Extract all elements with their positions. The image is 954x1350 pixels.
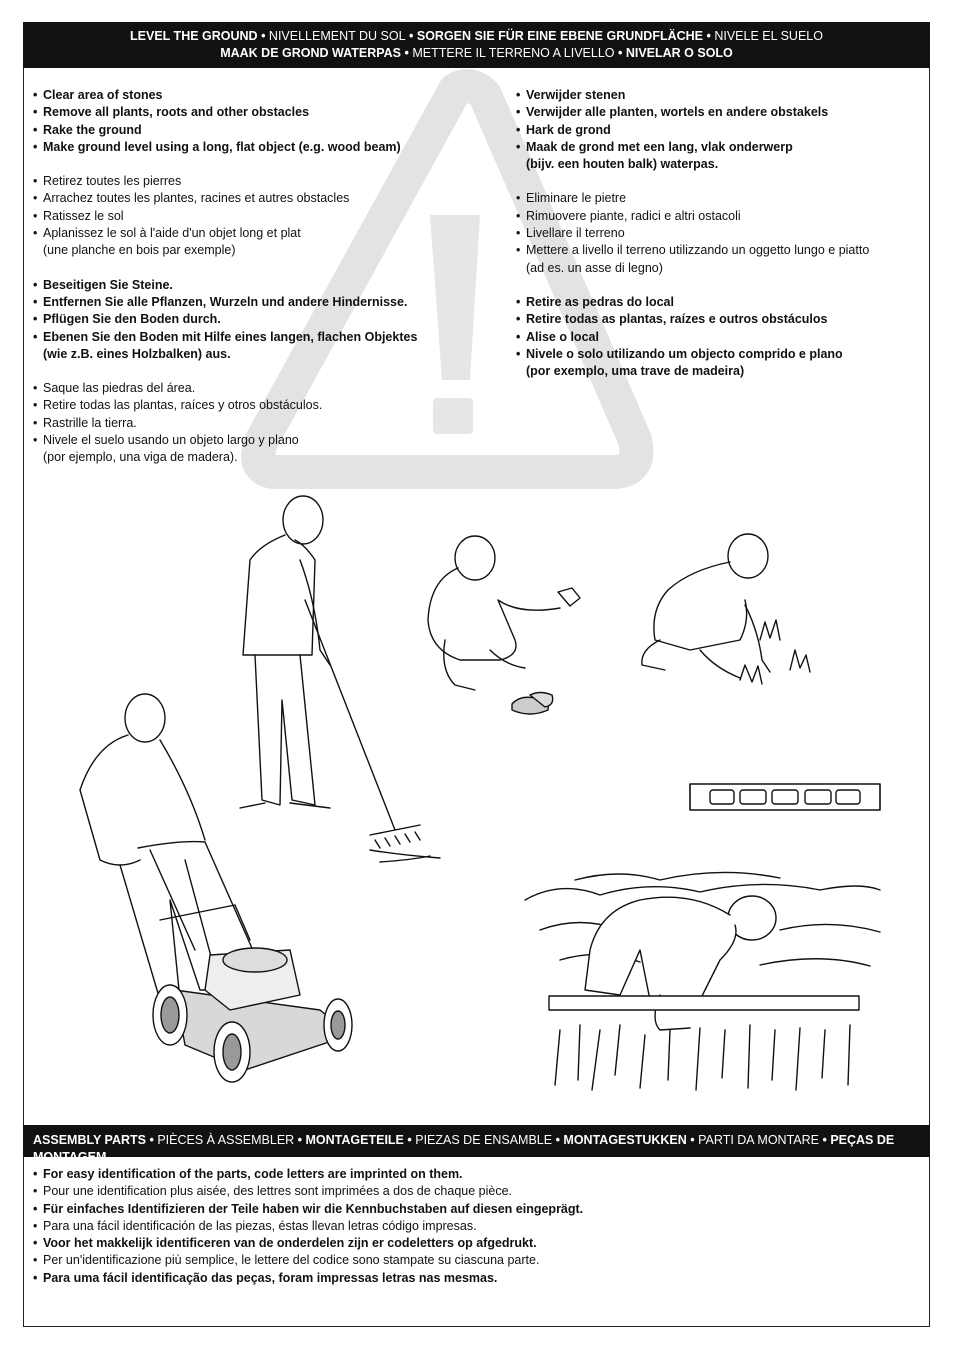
list-item-text: Ebenen Sie den Boden mit Hilfe eines langen, flachen Objektes — [43, 329, 418, 344]
assembly-parts-list — [33, 1166, 913, 1304]
man-with-lawnmower-icon — [80, 694, 352, 1082]
header-segment: MONTAGESTUKKEN — [563, 1133, 687, 1147]
header-segment: SORGEN SIE FÜR EINE EBENE GRUNDFLÄCHE — [416, 29, 704, 43]
list-item-text: Retire todas las plantas, raíces y otros obstáculos. — [43, 398, 323, 413]
list-item-text: Rastrille la tierra. — [43, 415, 137, 430]
header-segment: ASSEMBLY PARTS — [33, 1133, 146, 1147]
header-segment: • — [686, 1133, 699, 1147]
list-item: • Para una fácil identificación de las piezas, éstas llevan letras código impresas. — [33, 1218, 913, 1235]
list-item-text: Alise o local — [526, 329, 599, 344]
assembly-items — [33, 1166, 913, 1287]
header-segment: • — [552, 1133, 564, 1147]
list-item-text: Make ground level using a long, flat object (e.g. wood beam) — [43, 139, 401, 154]
header-segment: • — [401, 46, 413, 60]
list-item-text: Ratissez le sol — [43, 208, 124, 223]
list-item-text: Saque las piedras del área. — [43, 381, 196, 396]
header-segment: • — [294, 1133, 306, 1147]
header-segment: • — [819, 1133, 831, 1147]
assembly-parts-header — [23, 1125, 930, 1164]
list-item-text: Maak de grond met een lang, vlak onderwerp — [526, 139, 793, 154]
list-item-text: Retire as pedras do local — [526, 294, 674, 309]
header-segment: • — [614, 46, 626, 60]
list-item: • Per un'identificazione più semplice, le lettere del codice sono stampate su ciascuna parte. — [33, 1252, 913, 1269]
list-item-text: Retirez toutes les pierres — [43, 174, 182, 189]
list-item: • Voor het makkelijk identificeren van de onderdelen zijn er codeletters op afgedrukt. — [33, 1235, 913, 1252]
header-segment: NIVELLEMENT DU SOL — [268, 29, 406, 43]
header-segment: METTERE IL TERRENO A LIVELLO — [412, 46, 615, 60]
list-item-text: (ad es. un asse di legno) — [526, 260, 663, 275]
header-segment: MONTAGETEILE — [305, 1133, 404, 1147]
list-item: • Pour une identification plus aisée, des lettres sont imprimées a dos de chaque pièce. — [33, 1183, 913, 1200]
list-item-text: (por exemplo, uma trave de madeira) — [526, 364, 745, 379]
header-segment: • — [257, 29, 269, 43]
header-segment: • — [146, 1133, 158, 1147]
list-item-text: (une planche en bois par exemple) — [43, 243, 236, 258]
list-item-text: Arrachez toutes les plantes, racines et autres obstacles — [43, 191, 350, 206]
list-item-text: Eliminare le pietre — [526, 191, 627, 206]
list-item-text: Mettere a livello il terreno utilizzando un oggetto lungo e piatto — [526, 243, 870, 258]
header-segment: NIVELAR O SOLO — [625, 46, 733, 60]
header-segment: MAAK DE GROND WATERPAS — [220, 46, 402, 60]
header-segment: • — [703, 29, 715, 43]
header-segment: • — [405, 29, 417, 43]
header-segment: NIVELE EL SUELO — [714, 29, 823, 43]
header-segment: LEVEL THE GROUND — [130, 29, 258, 43]
list-item: • Para uma fácil identificação das peças, foram impressas letras nas mesmas. — [33, 1270, 913, 1287]
header-segment: PEÇAS DE MONTAGEM — [33, 1133, 895, 1164]
header-segment: PARTI DA MONTARE — [698, 1133, 819, 1147]
list-item: • For easy identification of the parts, code letters are imprinted on them. — [33, 1166, 913, 1183]
header-segment: • — [403, 1133, 416, 1147]
list-item-text: Entfernen Sie alle Pflanzen, Wurzeln und andere Hindernisse. — [43, 294, 408, 309]
list-item-text: Remove all plants, roots and other obstacles — [43, 105, 310, 120]
list-item-text: Beseitigen Sie Steine. — [43, 277, 173, 292]
list-item-text: Livellare il terreno — [526, 226, 625, 241]
header-segment: PIÈCES À ASSEMBLER — [157, 1133, 295, 1147]
header-segment: PIEZAS DE ENSAMBLE — [415, 1133, 553, 1147]
list-item-text: Retire todas as plantas, raízes e outros obstáculos — [526, 312, 828, 327]
list-item-text: Hark de grond — [526, 122, 611, 137]
list-item-text: Pflügen Sie den Boden durch. — [43, 312, 221, 327]
list-item-text: (wie z.B. eines Holzbalken) aus. — [43, 346, 231, 361]
spirit-level-icon — [690, 784, 880, 810]
man-picking-stones-icon — [428, 536, 580, 714]
list-item-text: Verwijder stenen — [526, 88, 626, 102]
list-item-text: Nivele el suelo usando un objeto largo y plano — [43, 433, 299, 448]
man-leveling-ground-icon — [525, 872, 880, 1090]
man-pulling-weeds-icon — [642, 534, 810, 684]
list-item-text: Aplanissez le sol à l'aide d'un objet long et plat — [43, 226, 301, 241]
list-item: • Für einfaches Identifizieren der Teile haben wir die Kennbuchstaben auf diesen eingeprägt. — [33, 1201, 913, 1218]
list-item-text: Clear area of stones — [43, 88, 163, 102]
list-item-text: (por ejemplo, una viga de madera). — [43, 450, 238, 465]
list-item-text: Rimuovere piante, radici e altri ostacoli — [526, 208, 741, 223]
list-item-text: (bijv. een houten balk) waterpas. — [526, 157, 719, 172]
man-raking-icon — [240, 496, 440, 862]
list-item-text: Verwijder alle planten, wortels en andere obstakels — [526, 105, 829, 120]
list-item-text: Nivele o solo utilizando um objecto comprido e plano — [526, 346, 843, 361]
list-item-text: Rake the ground — [43, 122, 142, 137]
